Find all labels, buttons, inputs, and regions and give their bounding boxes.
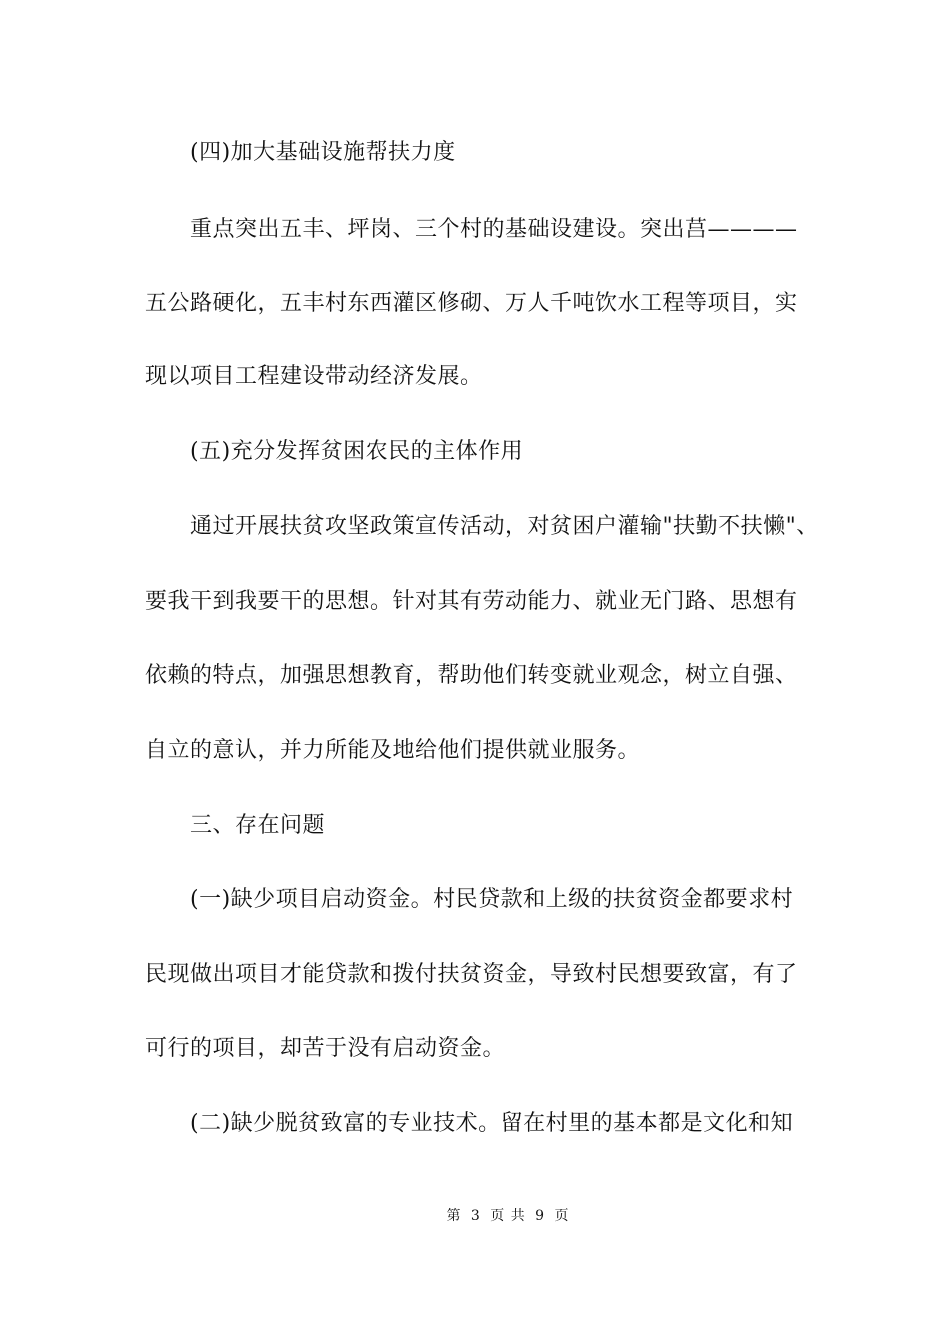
- footer-suffix: 页: [554, 1208, 570, 1224]
- paragraph-line: 通过开展扶贫攻坚政策宣传活动，对贫困户灌输"扶勤不扶懒"、: [190, 514, 819, 539]
- paragraph-line: 要我干到我要干的思想。针对其有劳动能力、就业无门路、思想有: [145, 589, 798, 614]
- footer-current-page: 3: [470, 1208, 481, 1224]
- paragraph-line: 可行的项目，却苦于没有启动资金。: [145, 1036, 506, 1061]
- paragraph-line: 重点突出五丰、坪岗、三个村的基础设建设。突出莒————: [190, 217, 798, 242]
- paragraph-line: 民现做出项目才能贷款和拨付扶贫资金，导致村民想要致富，有了: [145, 962, 798, 987]
- footer-prefix: 第: [446, 1208, 462, 1224]
- heading-section-4: (四)加大基础设施帮扶力度: [190, 140, 456, 165]
- paragraph-line: 现以项目工程建设带动经济发展。: [145, 364, 483, 389]
- footer-total-pages: 9: [535, 1208, 546, 1224]
- heading-section-5: (五)充分发挥贫困农民的主体作用: [190, 439, 524, 464]
- page-number-footer: [0, 1206, 950, 1226]
- paragraph-line: (二)缺少脱贫致富的专业技术。留在村里的基本都是文化和知: [190, 1111, 794, 1136]
- footer-middle: 页 共: [490, 1208, 526, 1224]
- heading-problems: 三、存在问题: [190, 813, 326, 838]
- paragraph-line: (一)缺少项目启动资金。村民贷款和上级的扶贫资金都要求村: [190, 887, 794, 912]
- paragraph-line: 自立的意认，并力所能及地给他们提供就业服务。: [145, 738, 641, 763]
- paragraph-line: 依赖的特点，加强思想教育，帮助他们转变就业观念，树立自强、: [145, 663, 798, 688]
- paragraph-line: 五公路硬化，五丰村东西灌区修砌、万人千吨饮水工程等项目，实: [145, 291, 798, 316]
